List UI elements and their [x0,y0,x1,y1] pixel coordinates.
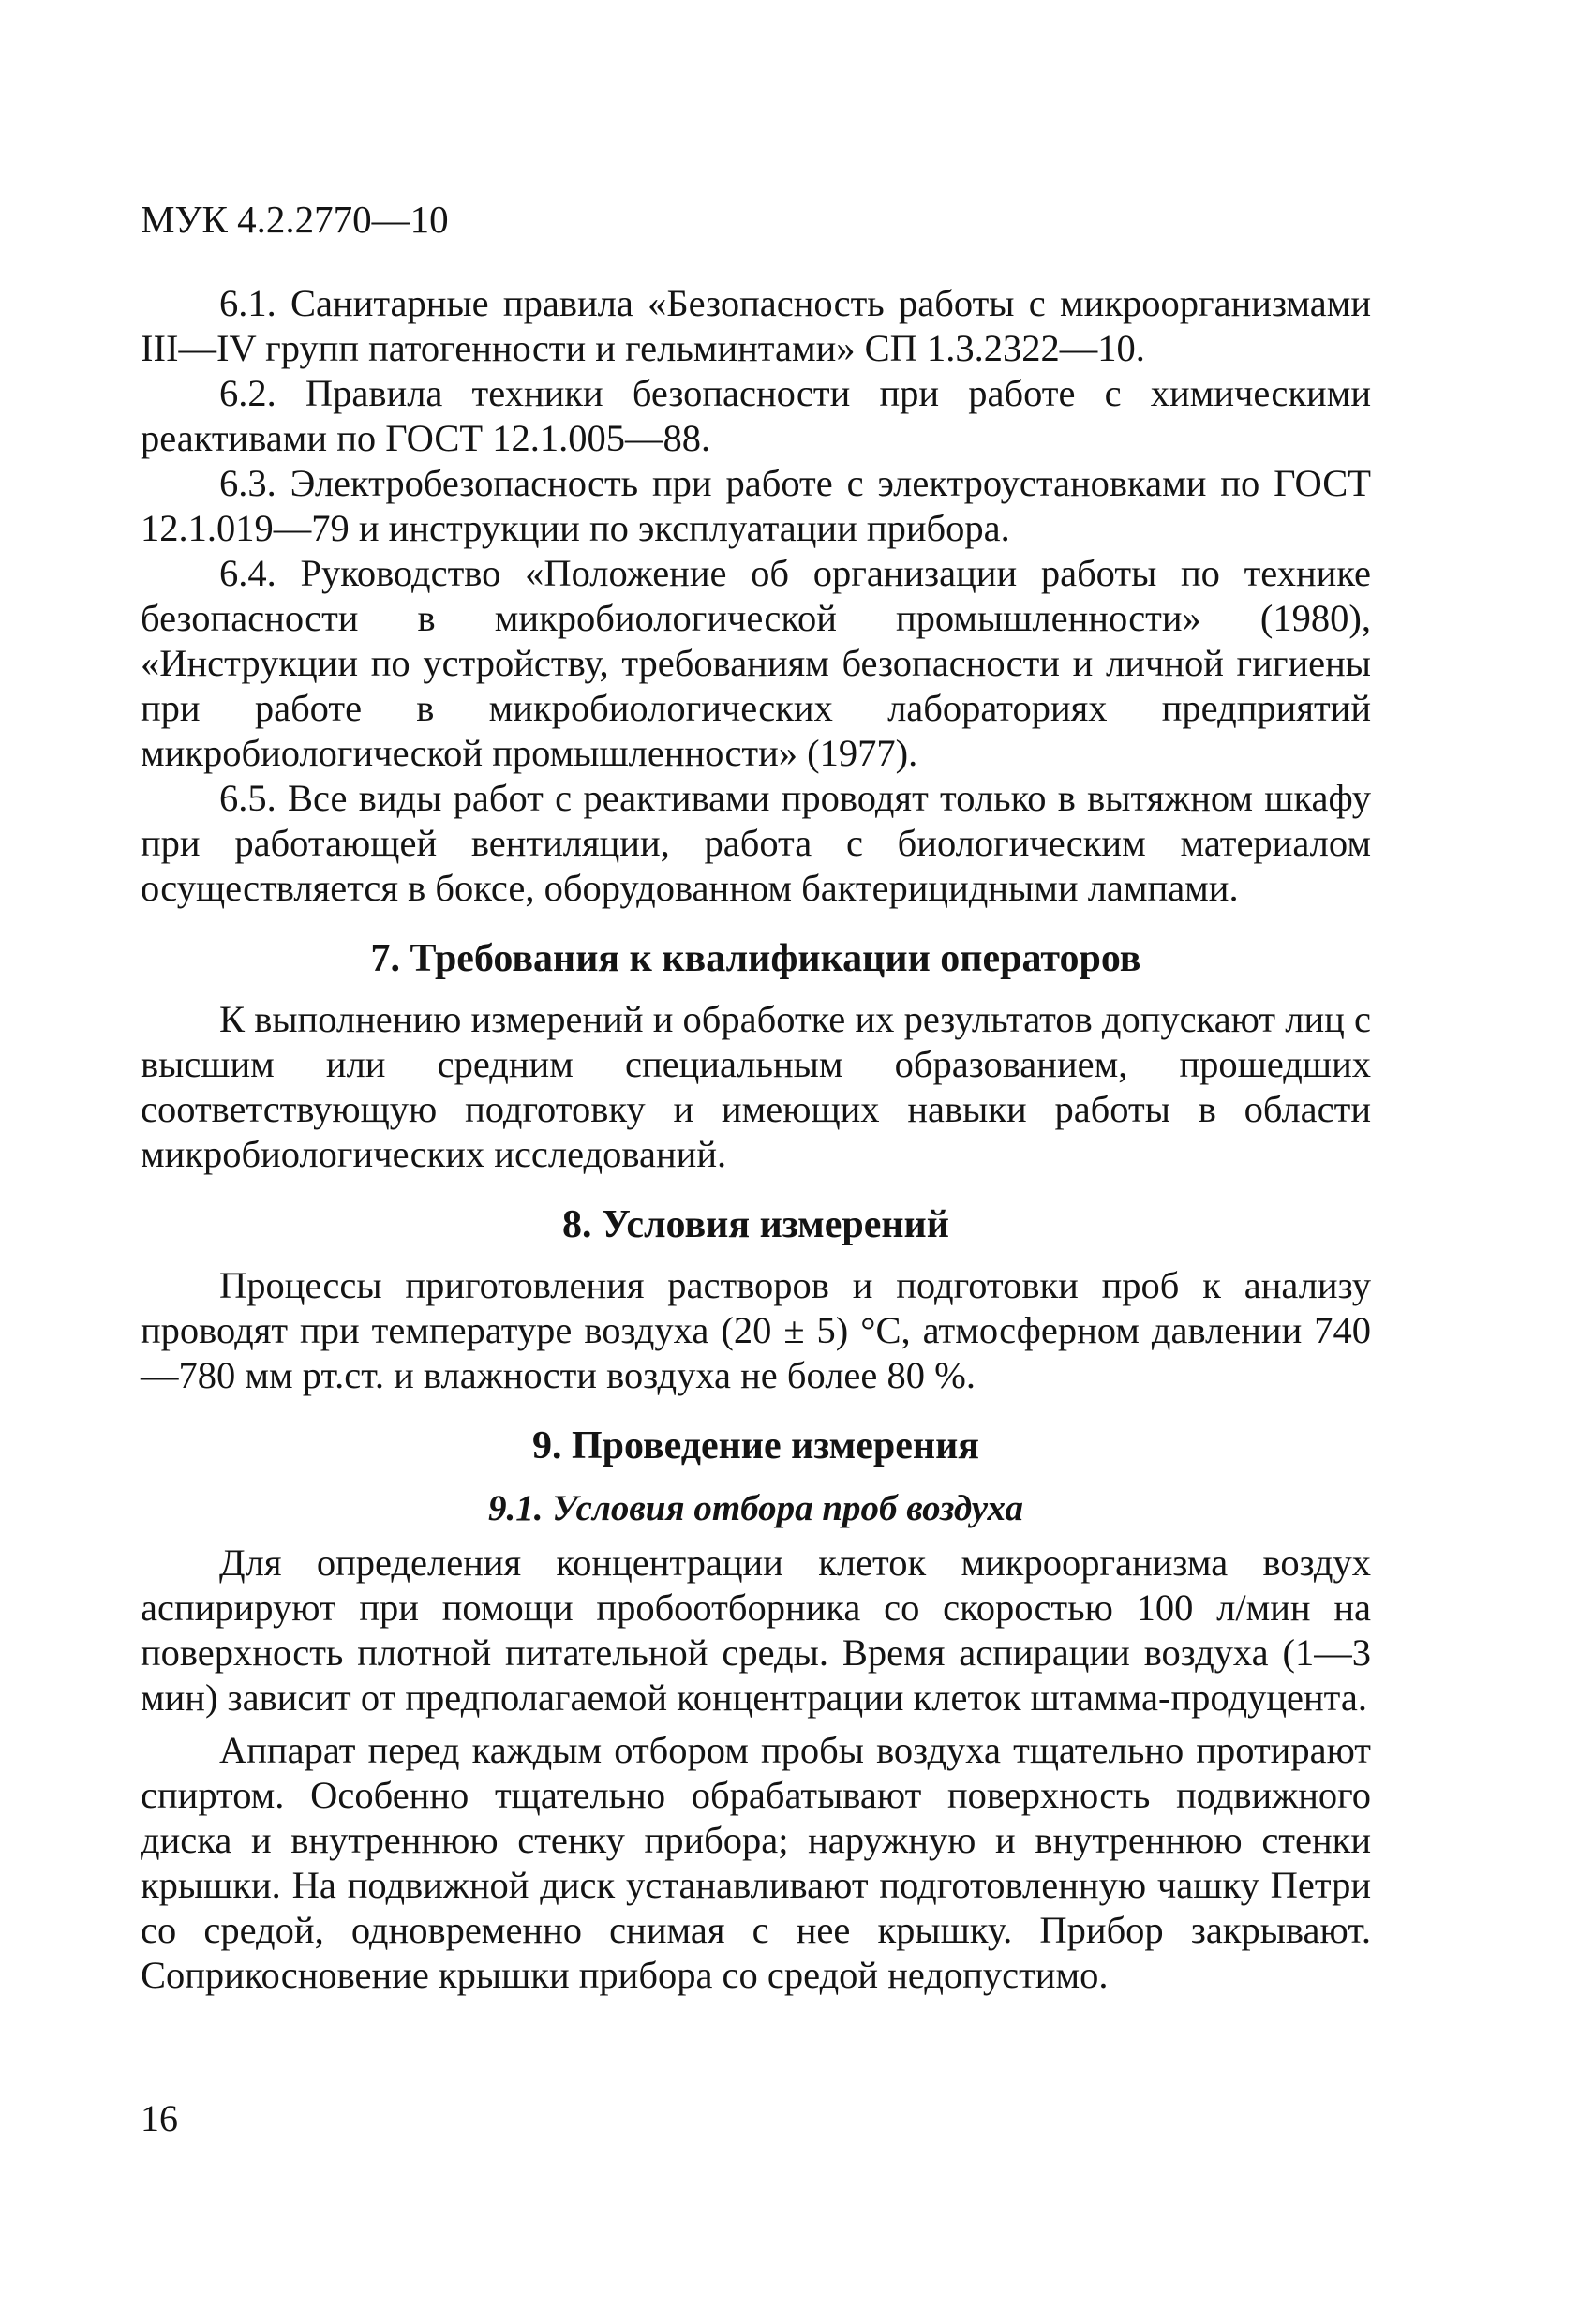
paragraph-6-5: 6.5. Все виды работ с реактивами проводят только в вытяжном шкафу при работающей вентиляции, работа с биологическим материалом осуществляется в боксе, оборудованном бактерицидными лампами. [141,777,1371,909]
page-number: 16 [141,2097,178,2139]
section-8-heading: 8. Условия измерений [562,1203,949,1246]
section-9-1-paragraph-1: Для определения концентрации клеток микроорганизма воздух аспирируют при помощи пробоотборника со скоростью 100 л/мин на поверхность плотной питательной среды. Время аспирации воздуха (1—3 мин) зависит от предполагаемой концентрации клеток штамма-продуцента. [141,1542,1371,1719]
document-code: МУК 4.2.2770—10 [141,198,449,241]
document-page [141,0,1371,2324]
section-7-paragraph: К выполнению измерений и обработке их результатов допускают лиц с высшим или средним специальным образованием, прошедших соответствующую подготовку и имеющих навыки работы в области микробиологических исследований. [141,998,1371,1175]
page-content [141,281,1371,1998]
paragraph-6-1: 6.1. Санитарные правила «Безопасность работы с микроорганизмами III—IV групп патогенности и гельминтами» СП 1.3.2322—10. [141,282,1371,369]
paragraph-6-3: 6.3. Электробезопасность при работе с электроустановками по ГОСТ 12.1.019—79 и инструкции по эксплуатации прибора. [141,462,1371,549]
section-7-heading: 7. Требования к квалификации операторов [370,937,1141,980]
paragraph-6-2: 6.2. Правила техники безопасности при работе с химическими реактивами по ГОСТ 12.1.005—88. [141,372,1371,459]
section-8-paragraph: Процессы приготовления растворов и подготовки проб к анализу проводят при температуре воздуха (20 ± 5) °С, атмосферном давлении 740—780 мм рт.ст. и влажности воздуха не более 80 %. [141,1264,1371,1396]
subsection-9-1-heading: 9.1. Условия отбора проб воздуха [488,1488,1023,1528]
section-9-1-paragraph-2: Аппарат перед каждым отбором пробы воздуха тщательно протирают спиртом. Особенно тщательно обрабатывают поверхность подвижного диска и внутреннюю стенку прибора; наружную и внутреннюю стенки крышки. На подвижной диск устанавливают подготовленную чашку Петри со средой, одновременно снимая с нее крышку. Прибор закрывают. Соприкосновение крышки прибора со средой недопустимо. [141,1729,1371,1996]
section-9-heading: 9. Проведение измерения [531,1424,980,1467]
paragraph-6-4: 6.4. Руководство «Положение об организации работы по технике безопасности в микробиологической промышленности» (1980), «Инструкции по устройству, требованиям безопасности и личной гигиены при работе в микробиологических лабораториях предприятий микробиологической промышленности» (1977). [141,552,1371,774]
